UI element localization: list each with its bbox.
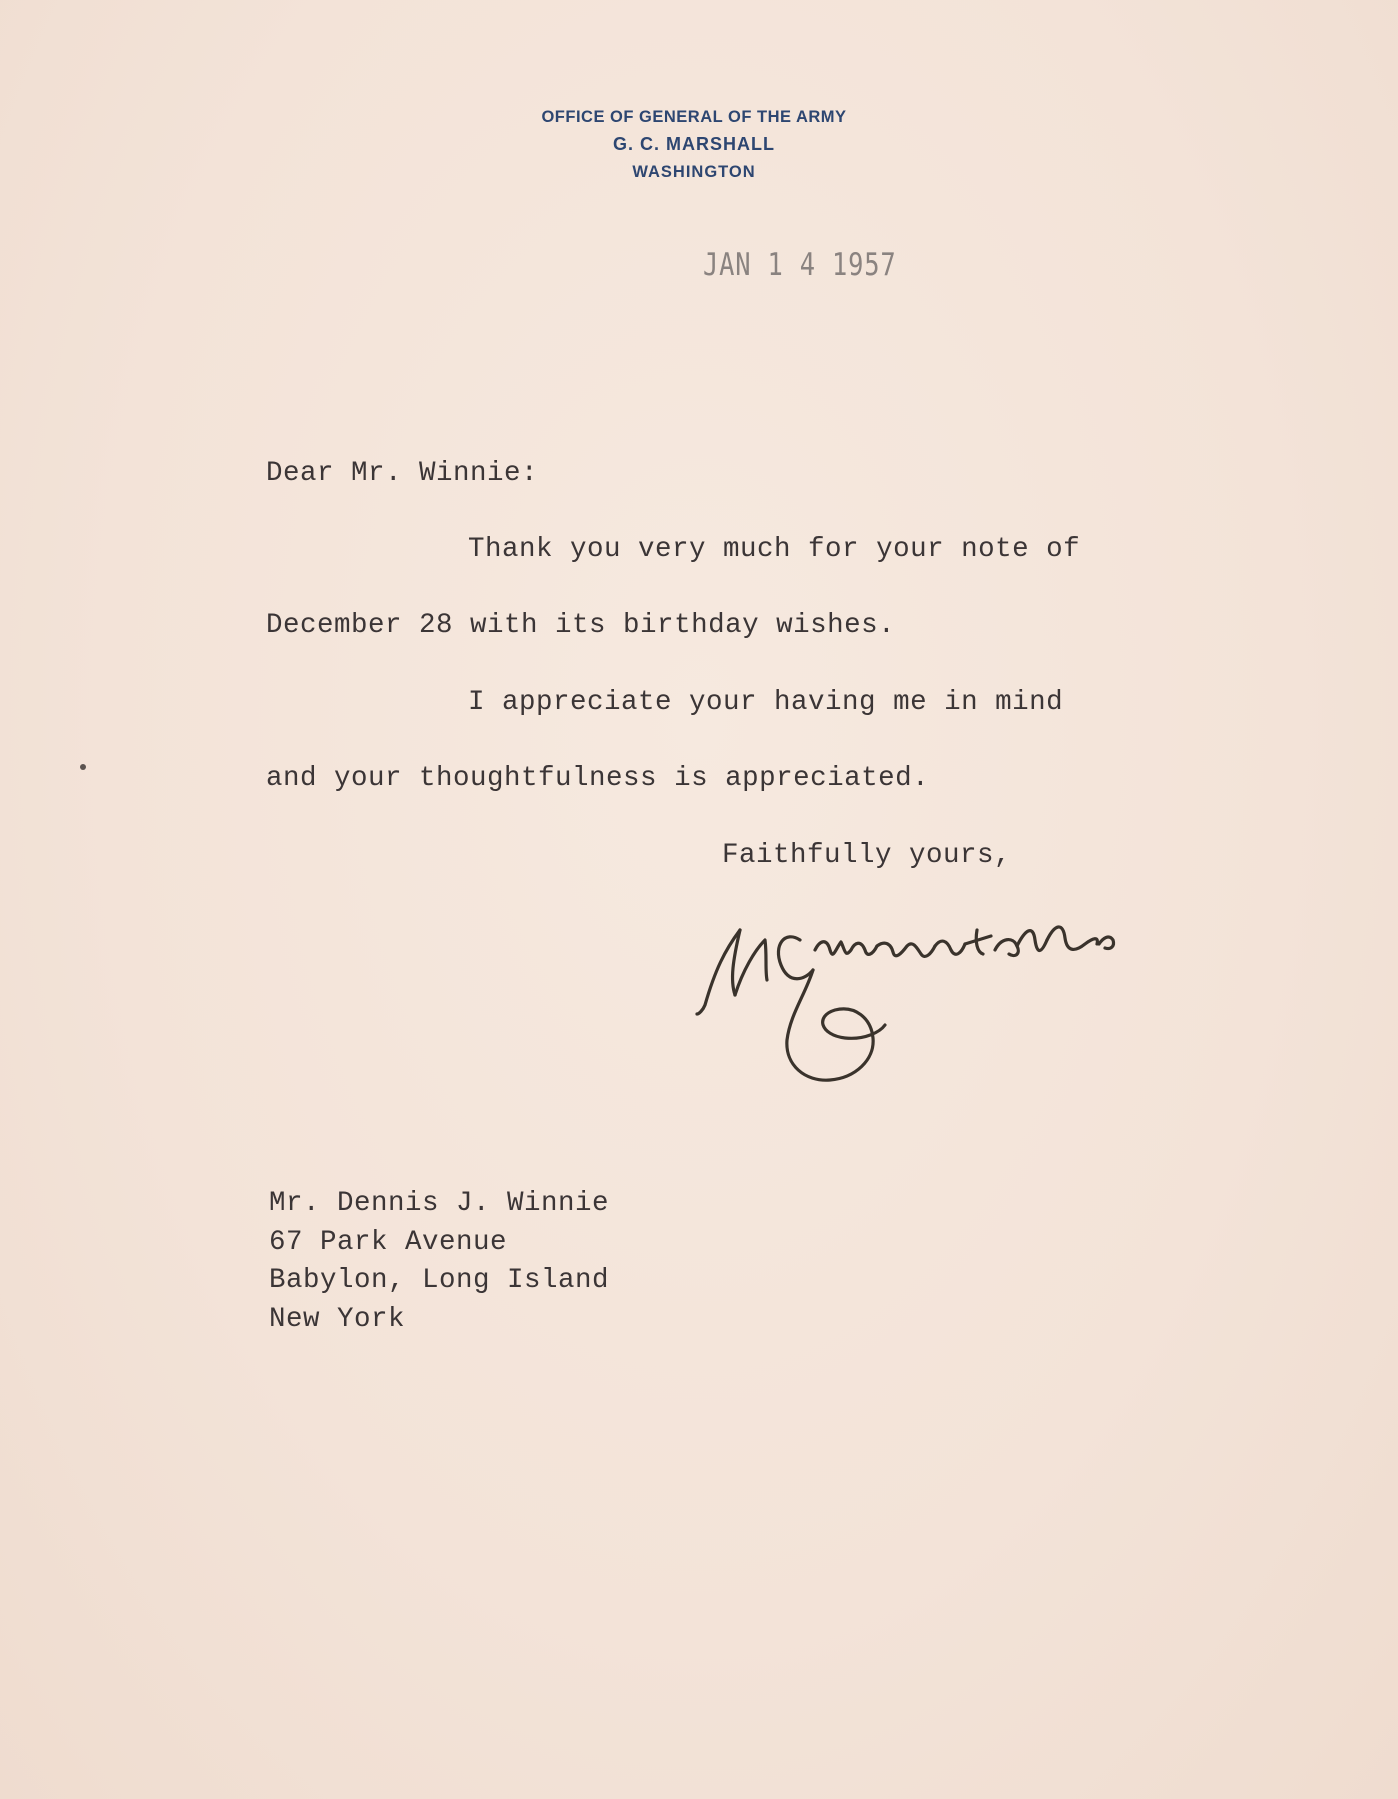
salutation: Dear Mr. Winnie:	[266, 458, 539, 489]
body-line-2: December 28 with its birthday wishes.	[266, 610, 896, 641]
address-line-4: New York	[269, 1303, 406, 1335]
letterhead-name: G. C. MARSHALL	[613, 134, 775, 154]
paper-speck	[80, 764, 86, 770]
address-line-1: Mr. Dennis J. Winnie	[269, 1188, 610, 1219]
body-line-1: Thank you very much for your note of	[468, 534, 1081, 565]
address-line-2: 67 Park Avenue	[269, 1226, 508, 1258]
signature-icon	[695, 910, 1175, 1090]
recipient-address	[269, 1185, 609, 1339]
address-line-3: Babylon, Long Island	[269, 1265, 610, 1296]
date-stamp: JAN 1 4 1957	[703, 247, 897, 283]
letterhead	[0, 104, 1388, 186]
letterhead-city: WASHINGTON	[632, 163, 756, 181]
body-line-3: I appreciate your having me in mind	[468, 687, 1064, 718]
body-line-4: and your thoughtfulness is appreciated.	[266, 763, 930, 794]
letterhead-office: OFFICE OF GENERAL OF THE ARMY	[541, 108, 847, 126]
closing: Faithfully yours,	[722, 840, 1012, 871]
